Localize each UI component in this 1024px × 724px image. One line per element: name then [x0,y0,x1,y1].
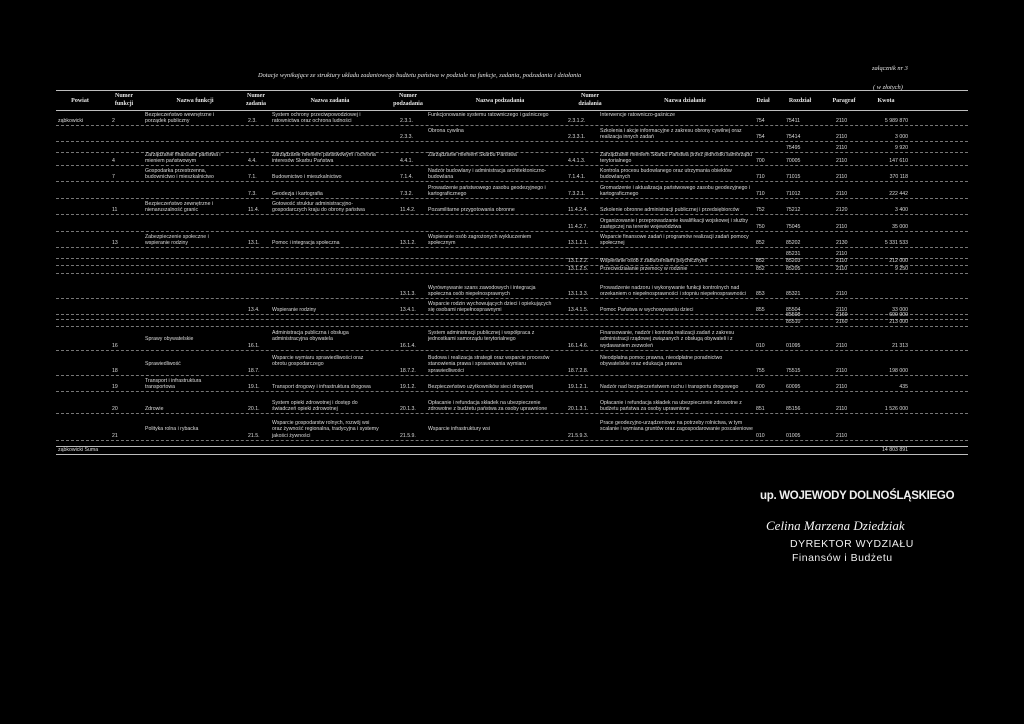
row-separator [56,314,968,315]
cell-rozdzial: 01095 [786,342,801,349]
cell-nazwa-dzialania: Opłacanie i refundacja składek na ubezpieczenie zdrowotne z [600,400,742,406]
cell-kwota: 9 250 [895,266,908,272]
stamp-line-3: Finansów i Budżetu [792,552,893,564]
cell-nazwa-funkcji: Gospodarka przestrzenna, [145,168,207,174]
cell-nazwa-dzialania: Nadzór nad bezpieczeństwem ruchu i transportu drogowego [600,384,739,391]
cell-numer-zadania: 2.3. [248,118,257,125]
handwritten-signature: Celina Marzena Dziedziak [766,518,905,533]
cell-dzial: 010 [756,432,765,439]
cell-paragraf: 2110 [836,291,848,298]
cell-numer-zadania: 13.4. [248,307,260,314]
cell-paragraf: 2110 [836,134,848,141]
cell-dzial: 852 [756,266,765,272]
cell-kwota: 222 442 [889,191,908,198]
cell-kwota: 3 000 [895,134,908,141]
cell-rozdzial: 85321 [786,291,801,298]
cell-dzial: 855 [756,307,765,314]
cell-rozdzial: 75411 [786,118,801,125]
cell-rozdzial: 60095 [786,384,801,391]
cell-kwota: 5 331 533 [884,240,908,247]
cell-numer-podzadania: 13.1.3. [400,291,416,298]
header-nazwa-zadania: Nazwa zadania [310,98,350,104]
cell-nazwa-podzadania: kartograficznego [428,191,467,198]
cell-nazwa-podzadania: społeczna osób niepełnosprawnych [428,291,510,298]
cell-numer-dzialania: 11.4.2.4. [568,207,588,214]
cell-kwota: 21 313 [892,342,908,349]
cell-nazwa-funkcji: Sprawiedliwość [145,361,181,368]
cell-nazwa-dzialania: obywatelskie oraz edukacja prawna [600,361,682,368]
cell-numer-podzadania: 7.1.4. [400,174,413,181]
cell-rozdzial: 85510 [786,319,801,325]
cell-numer-funkcji: 4 [112,158,115,165]
header-numer-funkcji: Numer funkcji [114,93,134,107]
cell-numer-zadania: 11.4. [248,207,260,214]
cell-kwota: 213 000 [889,319,908,325]
cell-nazwa-dzialania: realizacja innych zadań [600,134,654,141]
cell-paragraf: 2160 [836,312,848,318]
row-separator [56,125,968,126]
cell-nazwa-podzadania: sprawiedliwości [428,367,465,374]
cell-nazwa-dzialania: Prowadzenie nadzoru i wykonywanie funkcji kontrolnych nad [600,285,740,291]
cell-nazwa-dzialania: terytorialnego [600,158,632,165]
cell-numer-funkcji: 20 [112,406,118,413]
cell-numer-podzadania: 18.7.2. [400,367,416,374]
cell-rozdzial: 75212 [786,207,801,214]
cell-nazwa-zadania: System opieki zdrowotnej i dostęp do [272,400,358,406]
header-dzial: Dział [756,98,770,104]
row-separator [56,214,968,215]
cell-nazwa-dzialania: Nieodpłatna pomoc prawna, nieodpłatne poradnictwo [600,355,723,361]
cell-rozdzial: 75515 [786,367,801,374]
cell-numer-podzadania: 19.1.2. [400,384,416,391]
cell-nazwa-dzialania: Wspieranie osób z zaburzeniami psychicznymi [600,258,708,264]
cell-dzial: 754 [756,134,765,141]
row-separator [56,273,968,274]
cell-rozdzial: 01005 [786,432,801,439]
cell-paragraf: 2110 [836,118,848,125]
header-rozdzial: Rozdział [788,98,812,104]
cell-nazwa-zadania: jakości żywności [272,432,311,439]
row-separator [56,141,968,142]
header-nazwa-dzialanie: Nazwa działanie [664,98,706,104]
cell-nazwa-podzadania: Zarządzanie mieniem Skarbu Państwa [428,152,517,158]
total-amount: 14 803 891 [882,447,908,453]
cell-paragraf: 2110 [836,367,848,374]
cell-nazwa-zadania: Wspieranie rodziny [272,307,317,314]
cell-kwota: 5 989 870 [884,118,908,125]
cell-nazwa-funkcji: budownictwo i mieszkalnictwo [145,174,214,181]
header-paragraf: Paragraf [832,98,856,104]
cell-nazwa-funkcji: Zabezpieczenie społeczne i [145,234,209,240]
cell-paragraf: 2110 [836,191,848,198]
cell-nazwa-dzialania: Prace geodezyjno-urządzeniowe na potrzeby rolnictwa, w tym [600,420,743,426]
cell-dzial: 852 [756,240,765,247]
row-separator [56,319,968,320]
cell-rozdzial: 75045 [786,224,801,231]
cell-numer-dzialania: 2.3.3.1. [568,134,586,141]
cell-numer-funkcji: 13 [112,240,118,247]
cell-nazwa-zadania: Zarządzanie mieniem państwowym i ochrona [272,152,376,158]
cell-dzial: 700 [756,158,765,165]
cell-kwota: 1 526 000 [884,406,908,413]
cell-nazwa-dzialania: wydawaniem zezwoleń [600,342,654,349]
row-separator [56,181,968,182]
cell-nazwa-dzialania: orzekaniem o niepełnosprawności i stopniu niepełnosprawności [600,291,746,298]
cell-numer-podzadania: 4.4.1. [400,158,413,165]
cell-nazwa-zadania: Budownictwo i mieszkalnictwo [272,174,342,181]
cell-nazwa-podzadania: Bezpieczeństwo użytkowników sieci drogowej [428,384,534,391]
cell-kwota: 147 610 [889,158,908,165]
cell-rozdzial: 85231 [786,251,801,257]
cell-numer-zadania: 7.3. [248,191,257,198]
cell-nazwa-dzialania: Szkolenie obronne administracji publicznej i przedsiębiorców [600,207,740,214]
cell-nazwa-zadania: Wsparcie wymiaru sprawiedliwości oraz [272,355,364,361]
cell-nazwa-dzialania: Szkolenia i akcje informacyjne z zakresu obrony cywilnej oraz [600,128,742,134]
cell-nazwa-podzadania: Wsparcie rodzin wychowujących dzieci i opiekujących [428,301,552,307]
cell-numer-zadania: 18.7. [248,367,260,374]
cell-numer-zadania: 7.1. [248,174,257,181]
cell-nazwa-dzialania: Finansowanie, nadzór i kontrola realizacji zadań z zakresu [600,330,735,336]
row-separator [56,165,968,166]
cell-nazwa-zadania: Geodezja i kartografia [272,191,323,198]
cell-nazwa-podzadania: Wspieranie osób zagrożonych wykluczeniem [428,234,532,240]
cell-rozdzial: 85203 [786,258,801,264]
cell-nazwa-zadania: Gotowość struktur administracyjno- [272,201,354,207]
row-separator [56,375,968,376]
cell-paragraf: 2110 [836,384,848,391]
cell-rozdzial: 85504 [786,307,801,314]
cell-paragraf: 2110 [836,158,848,165]
cell-nazwa-podzadania: Opłacanie i refundacja składek na ubezpieczenie [428,400,541,406]
cell-numer-zadania: 21.5. [248,432,260,439]
cell-numer-podzadania: 2.3.3. [400,134,413,141]
cell-rozdzial: 71012 [786,191,801,198]
row-separator [56,391,968,392]
header-numer-podzadania: Numer podzadania [393,93,423,107]
cell-numer-dzialania: 16.1.4.6. [568,342,589,349]
cell-nazwa-zadania: oraz żywność regionalna, tradycyjna i systemy [272,426,379,433]
cell-dzial: 853 [756,291,765,298]
cell-nazwa-zadania: System ochrony przeciwpowodziowej i [272,112,361,118]
cell-numer-zadania: 19.1. [248,384,260,391]
cell-paragraf: 2110 [836,307,848,314]
cell-nazwa-funkcji: Bezpieczeństwo wewnętrzne i [145,112,215,118]
cell-numer-podzadania: 13.1.2. [400,240,416,247]
cell-nazwa-podzadania: się osobami niepełnosprawnymi [428,307,502,314]
cell-rozdzial: 71015 [786,174,801,181]
cell-numer-podzadania: 2.3.1. [400,118,413,125]
cell-nazwa-dzialania: Kontrola procesu budowlanego oraz utrzymania obiektów [600,168,732,174]
cell-rozdzial: 75414 [786,134,801,141]
header-nazwa-podzadania: Nazwa podzadania [475,98,525,104]
cell-dzial: 852 [756,258,765,264]
cell-paragraf: 2110 [836,258,848,264]
row-separator [56,231,968,232]
cell-nazwa-podzadania: System administracji publicznej i współpraca z [428,330,535,336]
cell-kwota: 690 000 [889,312,908,318]
cell-nazwa-podzadania: zdrowotne z budżetu państwa za osoby uprawnione [428,406,548,413]
header-kwota: Kwota [877,98,895,104]
cell-numer-podzadania: 7.3.2. [400,191,413,198]
cell-nazwa-podzadania: Wsparcie infrastruktury wsi [428,426,490,433]
cell-kwota: 212 000 [889,258,908,264]
cell-kwota: 9 920 [895,145,908,151]
cell-nazwa-podzadania: Nadzór budowlany i administracja architektoniczno- [428,168,547,174]
cell-nazwa-podzadania: Budowa i realizacja strategii oraz wsparcie procesów [428,355,550,361]
cell-nazwa-dzialania: kartograficznego [600,191,639,198]
cell-dzial: 754 [756,118,765,125]
cell-rozdzial: 85202 [786,240,801,247]
cell-nazwa-funkcji: Zdrowie [145,406,164,413]
cell-paragraf: 2110 [836,342,848,349]
cell-rozdzial: 85205 [786,266,801,272]
total-label: ząbkowicki Suma [58,447,99,453]
cell-numer-funkcji: 2 [112,118,115,125]
cell-paragraf: 2110 [836,266,848,272]
cell-nazwa-podzadania: stanowienia prawa i sprawowania wymiaru [428,361,527,368]
cell-numer-zadania: 4.4. [248,158,257,165]
header-bottom-rule [56,110,968,111]
cell-paragraf: 2130 [836,240,848,247]
cell-nazwa-zadania: Transport drogowy i infrastruktura drogowa [272,384,371,391]
cell-nazwa-dzialania: Wsparcie finansowe zadań i programów realizacji zadań pomocy [600,234,749,240]
cell-numer-dzialania: 13.1.2.5. [568,266,589,272]
cell-numer-podzadania: 11.4.2. [400,207,416,214]
total-bottom-rule [56,454,968,455]
cell-nazwa-zadania: Administracja publiczna i obsługa [272,330,349,336]
cell-numer-dzialania: 21.5.9.3. [568,432,589,439]
cell-nazwa-zadania: administracyjna obywatela [272,336,333,343]
cell-nazwa-funkcji: transportowa [145,384,175,391]
cell-nazwa-dzialania: Gromadzenie i aktualizacja państwowego zasobu geodezyjnego i [600,185,750,191]
cell-kwota: 3 400 [895,207,908,214]
cell-numer-dzialania: 20.1.3.1. [568,406,589,413]
cell-nazwa-funkcji: Sprawy obywatelskie [145,336,194,343]
cell-nazwa-dzialania: Organizowanie i przeprowadzanie kwalifikacji wojskowej i służby [600,218,748,224]
cell-numer-podzadania: 20.1.3. [400,406,416,413]
cell-kwota: 435 [899,384,908,391]
cell-paragraf: 2160 [836,319,848,325]
cell-nazwa-podzadania: jednostkami samorządu terytorialnego [428,336,516,343]
cell-dzial: 851 [756,406,765,413]
cell-rozdzial: 85156 [786,406,801,413]
cell-nazwa-podzadania: Wyrównywanie szans zawodowych i integracja [428,285,536,291]
cell-paragraf: 2120 [836,207,848,214]
cell-dzial: 010 [756,342,765,349]
cell-nazwa-dzialania: budowlanych [600,174,631,181]
cell-kwota: 33 000 [892,307,908,314]
cell-nazwa-dzialania: Interwencje ratowniczo-gaśnicze [600,112,675,118]
cell-numer-funkcji: 7 [112,174,115,181]
row-separator [56,265,968,266]
cell-nazwa-dzialania: zastępczej na terenie województwa [600,224,682,231]
cell-nazwa-dzialania: Zarządzanie mieniem Skarbu Państwa przez jednostki samorządu [600,152,752,158]
cell-numer-funkcji: 21 [112,432,118,439]
row-separator [56,247,968,248]
header-numer-zadania: Numer zadania [245,93,266,107]
cell-numer-dzialania: 13.1.2.2. [568,258,589,264]
cell-nazwa-funkcji: nienaruszalność granic [145,207,199,214]
cell-numer-dzialania: 7.1.4.1. [568,174,586,181]
cell-dzial: 752 [756,207,765,214]
cell-dzial: 710 [756,174,765,181]
cell-numer-dzialania: 2.3.1.2. [568,118,586,125]
units-label: ( w złotych) [873,84,903,91]
header-powiat: Powiat [71,98,89,104]
cell-paragraf: 2110 [836,432,848,439]
cell-rozdzial: 75495 [786,145,801,151]
cell-numer-funkcji: 19 [112,384,118,391]
cell-numer-podzadania: 21.5.9. [400,432,416,439]
row-separator [56,413,968,414]
cell-dzial: 600 [756,384,765,391]
cell-dzial: 710 [756,191,765,198]
cell-nazwa-zadania: interesów Skarbu Państwa [272,158,334,165]
cell-rozdzial: 70005 [786,158,801,165]
cell-dzial: 750 [756,224,765,231]
cell-nazwa-podzadania: Funkcjonowanie systemu ratowniczego i gaśniczego [428,112,549,118]
cell-numer-dzialania: 7.3.2.1. [568,191,586,198]
cell-numer-funkcji: 11 [112,207,118,214]
cell-kwota: 370 118 [889,174,908,181]
cell-numer-dzialania: 18.7.2.8. [568,367,589,374]
row-separator [56,198,968,199]
stamp-line-1: up. WOJEWODY DOLNOŚLĄSKIEGO [760,490,955,502]
cell-dzial: 755 [756,367,765,374]
cell-paragraf: 2110 [836,174,848,181]
cell-paragraf: 2110 [836,251,848,257]
cell-numer-dzialania: 13.1.2.1. [568,240,589,247]
cell-numer-dzialania: 19.1.2.1. [568,384,589,391]
cell-nazwa-zadania: obrotu gospodarczego [272,361,324,368]
table-top-rule [56,90,968,91]
cell-numer-dzialania: 4.4.1.3. [568,158,586,165]
cell-numer-dzialania: 13.4.1.5. [568,307,589,314]
cell-nazwa-funkcji: wspieranie rodziny [145,240,188,247]
row-separator [56,298,968,299]
cell-numer-zadania: 13.1. [248,240,260,247]
cell-nazwa-zadania: Wsparcie gospodarstw rolnych, rozwój wsi [272,420,370,426]
cell-numer-podzadania: 13.4.1. [400,307,416,314]
cell-nazwa-zadania: Pomoc i integracja społeczna [272,240,340,247]
row-separator [56,440,968,441]
cell-nazwa-dzialania: scalanie i wymiana gruntów oraz zagospodarowanie poscaleniowe [600,426,753,433]
cell-numer-zadania: 16.1. [248,342,260,349]
cell-nazwa-dzialania: Pomoc Państwa w wychowywaniu dzieci [600,307,694,314]
cell-numer-dzialania: 11.4.2.7. [568,224,588,231]
row-separator [56,258,968,259]
cell-kwota: 198 000 [889,367,908,374]
cell-nazwa-podzadania: Obrona cywilna [428,128,464,134]
cell-nazwa-funkcji: porządek publiczny [145,118,190,125]
header-nazwa-funkcji: Nazwa funkcji [176,98,214,104]
cell-nazwa-funkcji: mieniem państwowym [145,158,197,165]
cell-nazwa-funkcji: Transport i infrastruktura [145,378,202,384]
signature-block [760,490,980,600]
cell-paragraf: 2110 [836,406,848,413]
row-separator [56,326,968,327]
cell-numer-dzialania: 13.1.3.3. [568,291,589,298]
cell-rozdzial: 85508 [786,312,801,318]
cell-paragraf: 2110 [836,224,848,231]
cell-numer-zadania: 20.1. [248,406,260,413]
cell-powiat: ząbkowicki [58,118,84,125]
cell-nazwa-podzadania: społecznym [428,240,456,247]
cell-nazwa-podzadania: Pozamilitarne przygotowania obronne [428,207,515,214]
cell-numer-funkcji: 16 [112,342,118,349]
cell-nazwa-podzadania: Prowadzenie państwowego zasobu geodezyjnego i [428,185,546,191]
cell-nazwa-zadania: ratownictwa oraz ochrona ludności [272,118,352,125]
cell-numer-podzadania: 16.1.4. [400,342,416,349]
cell-nazwa-funkcji: Zarządzanie finansami państwa i [145,152,221,158]
cell-numer-funkcji: 18 [112,367,118,374]
document-title: Dotacje wynikające ze struktury układu zadaniowego budżetu państwa w podziale na funkcje, zadania, podzadania i działania [258,72,582,79]
cell-nazwa-podzadania: budowlana [428,174,454,181]
cell-nazwa-dzialania: Przeciwdziałanie przemocy w rodzinie [600,266,688,272]
annex-label: załącznik nr 3 [872,65,908,72]
row-separator [56,350,968,351]
cell-nazwa-funkcji: Bezpieczeństwo zewnętrzne i [145,201,214,207]
cell-nazwa-funkcji: Polityka rolna i rybacka [145,426,199,433]
total-top-rule [56,446,968,447]
cell-nazwa-dzialania: budżetu państwa za osoby uprawnione [600,406,690,413]
header-numer-dzialania: Numer działania [578,93,602,107]
cell-nazwa-dzialania: społecznej [600,240,625,247]
cell-paragraf: 2110 [836,145,848,151]
cell-nazwa-zadania: świadczeń opieki zdrowotnej [272,406,338,413]
cell-nazwa-dzialania: administracji rządowej związanych z obsługą obywateli i z [600,336,733,343]
cell-nazwa-zadania: gospodarczych kraju do obrony państwa [272,207,365,214]
stamp-line-2: DYREKTOR WYDZIAŁU [790,538,914,550]
cell-kwota: 35 000 [892,224,908,231]
